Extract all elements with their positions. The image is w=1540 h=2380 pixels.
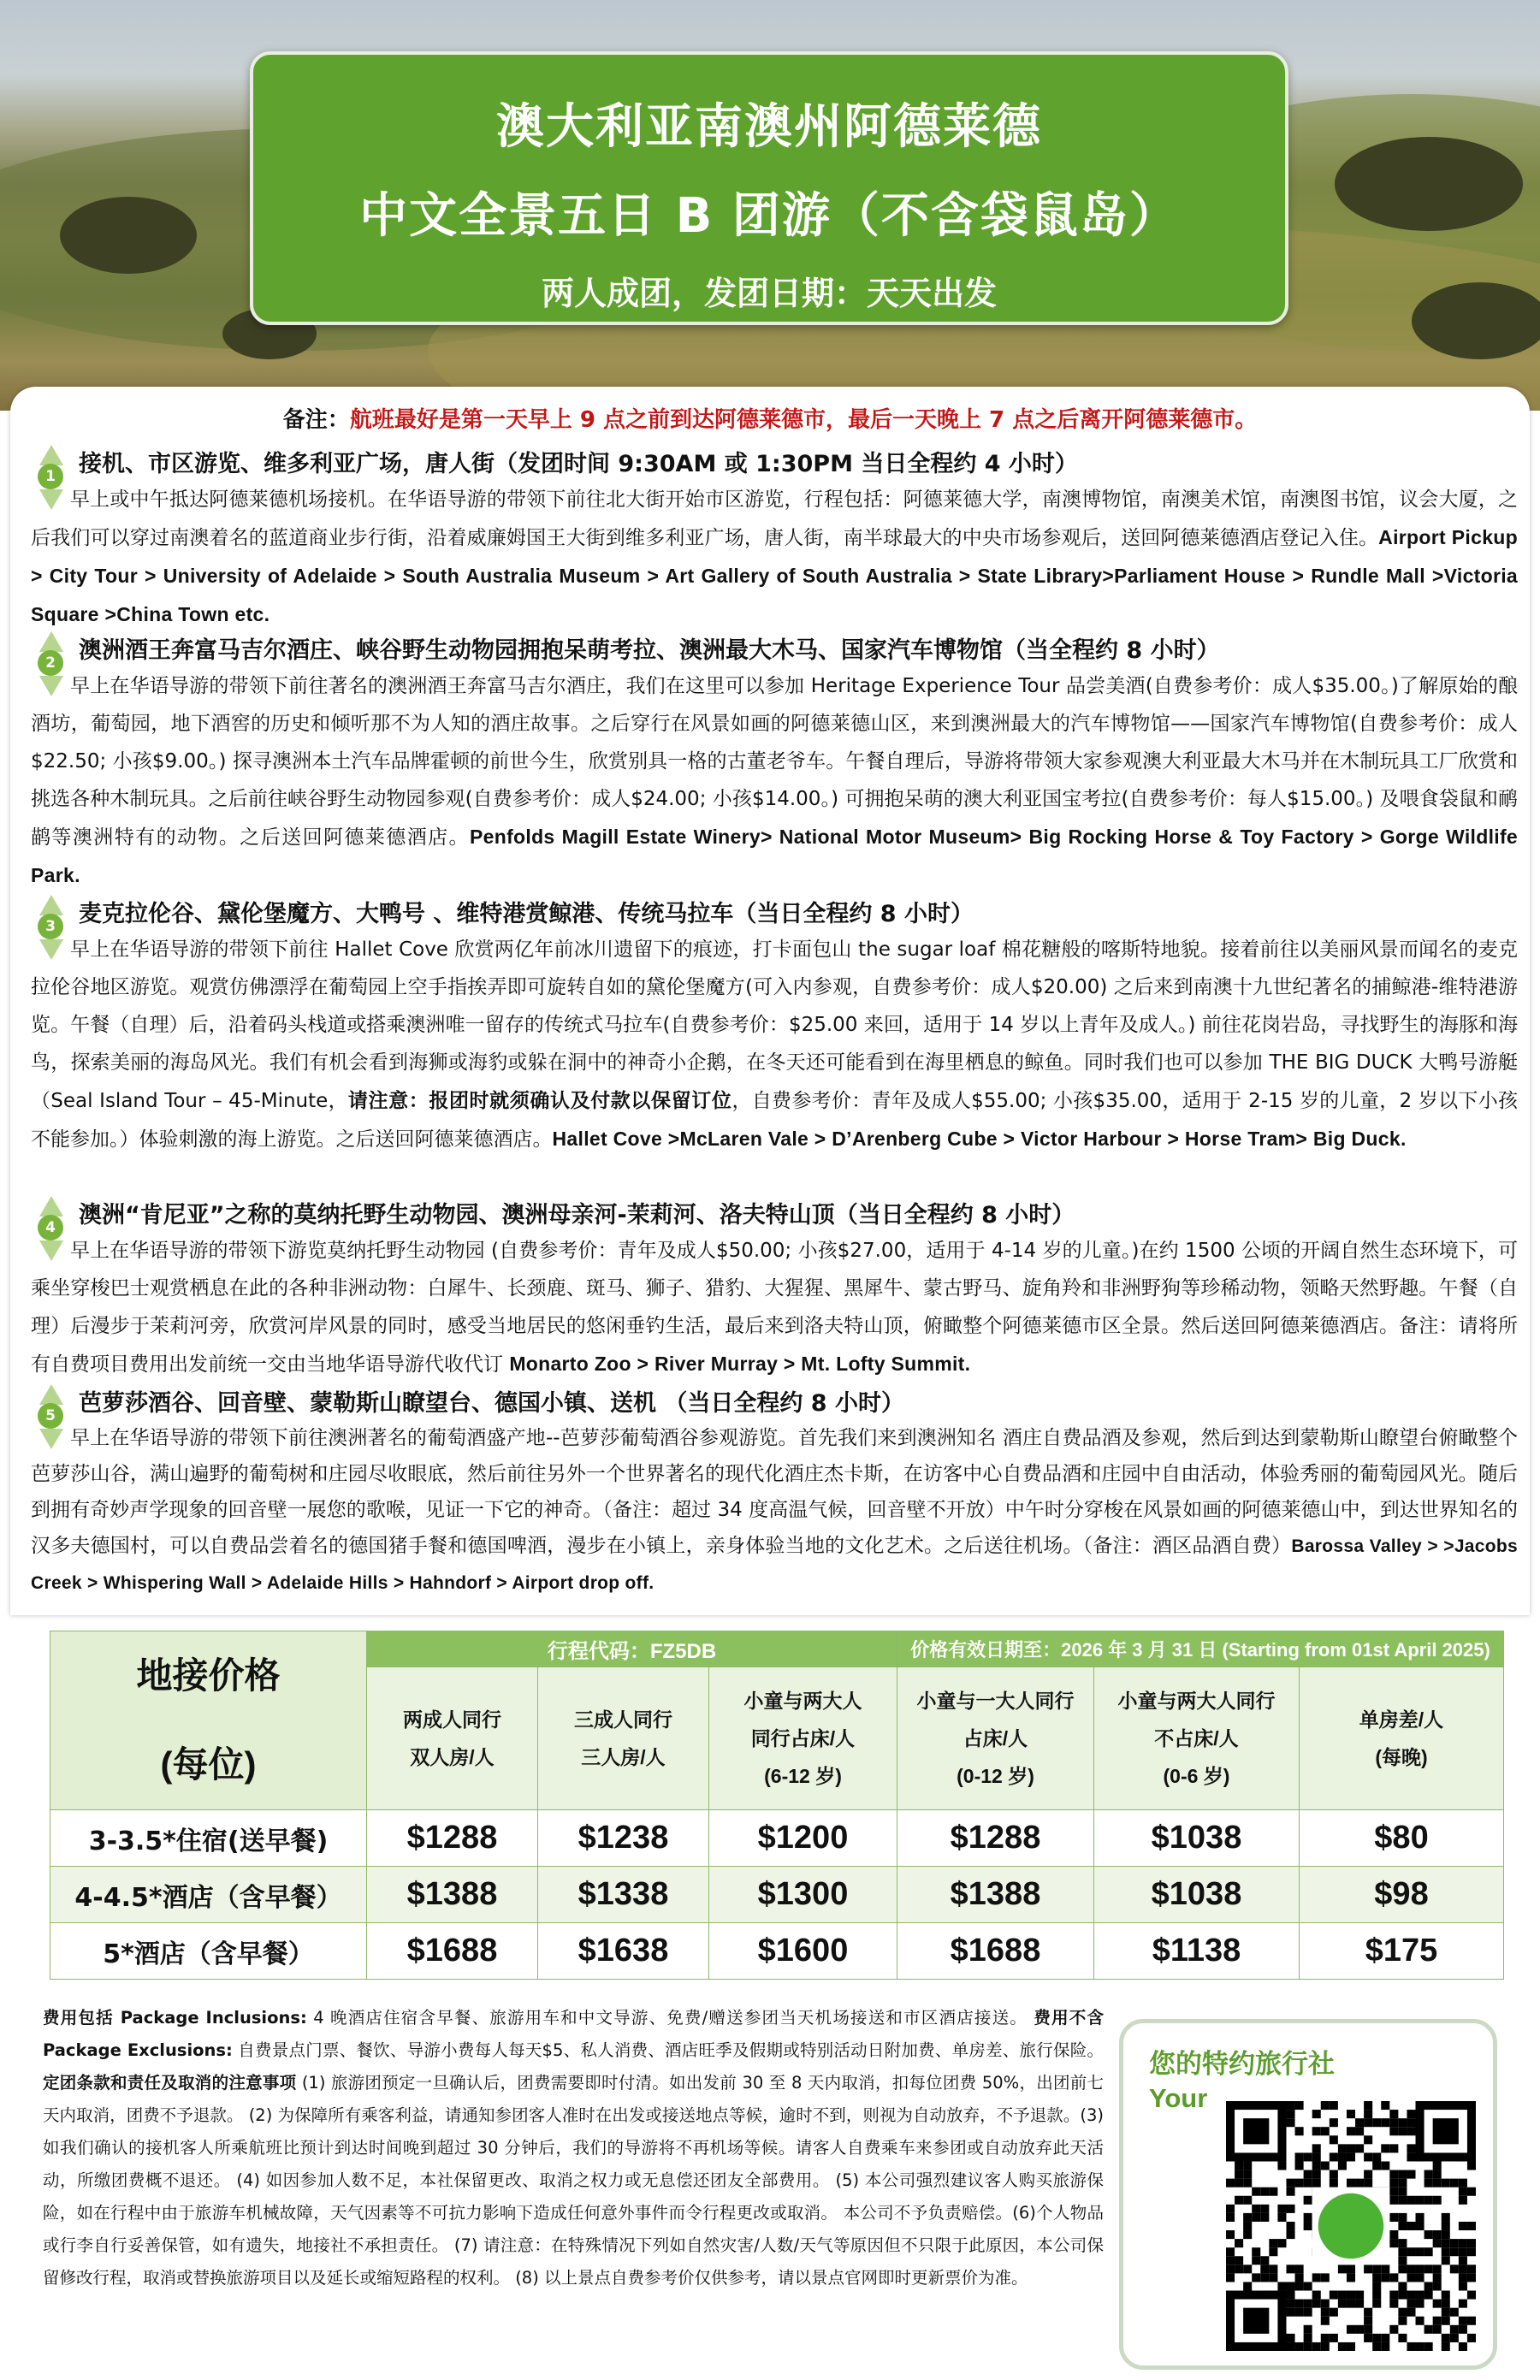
day-route: Monarto Zoo > River Murray > Mt. Lofty Summit. — [509, 1353, 971, 1375]
title-line-1: 澳大利亚南澳州阿德莱德 — [496, 99, 1042, 155]
note-text: 航班最好是第一天早上 9 点之前到达阿德莱德市，最后一天晚上 7 点之后离开阿德莱德市。 — [349, 407, 1258, 433]
day-route: Barossa Valley > >Jacobs Creek > Whispering Wall > Adelaide Hills > Hahndorf > Airport drop off. — [31, 1536, 1519, 1593]
title-line-2: 中文全景五日 B 团游（不含袋鼠岛） — [359, 188, 1179, 244]
day-marker-icon: 2 — [31, 631, 72, 698]
agency-box — [1119, 2019, 1497, 2370]
day-title: 麦克拉伦谷、黛伦堡魔方、大鸭号 、维特港赏鲸港、传统马拉车（当日全程约 8 小时） — [79, 901, 974, 927]
day-4 — [31, 1196, 1519, 1374]
col-header: 单房差/人 (每晚) — [1300, 1667, 1504, 1809]
day-body: 早上在华语导游的带领下前往 Hallet Cove 欣赏两亿年前冰川遗留下的痕迹，打卡面包山 the sugar loaf 棉花糖般的喀斯特地貌。接着前往以美丽风景而闻名的麦克拉伦谷地区游览。观赏仿佛漂浮在葡萄园上空手指挨弄即可旋转自如的黛伦堡魔方(可入内参观，自费参考价：成人$20.00) 之后来到南澳十九世纪著名的捕鲸港-维特港游览。午餐（自理）后，沿着码头栈道或搭乘澳洲唯一留存的传统式马拉车(自费参考价：$25.00 来回，适用于 14 岁以上青年及成人。) 前往花岗岩岛，寻找野生的海豚和海鸟，探索美丽的海岛风光。我们有机会看到海狮或海豹或躲在洞中的神奇小企鹅，在冬天还可能看到在海里栖息的鲸鱼。同时我们也可以参加 THE BIG DUCK 大鸭号游艇（Seal Island Tour – 45-Minute，请注意：报团时就须确认及付款以保留订位，自费参考价：青年及成人$55.00; 小孩$35.00，适用于 2-15 岁的儿童，2 岁以下小孩不能参加。）体验刺激的海上游览。之后送回阿德莱德酒店。Hallet Cove >McLaren Vale > D’Arenberg Cube > Victor Harbour > Horse Tram> Big Duck. — [31, 938, 1519, 1151]
col-header: 小童与两大人 同行占床/人 (6-12 岁) — [709, 1667, 897, 1809]
day-marker-icon: 5 — [31, 1384, 72, 1451]
price-table — [50, 1631, 1504, 1980]
price-label: 地接价格 (每位) — [50, 1631, 367, 1810]
day-body: 早上在华语导游的带领下前往澳洲著名的葡萄酒盛产地--芭萝莎葡萄酒谷参观游览。首先我们来到澳洲知名 酒庄自费品酒及参观，然后到达到蒙勒斯山瞭望台俯瞰整个芭萝莎山谷，满山遍野的葡萄树和庄园尽收眼底，然后前往另外一个世界著名的现代化酒庄杰卡斯，在访客中心自费品酒和庄园中自由活动，体验秀丽的葡萄园风光。随后到拥有奇妙声学现象的回音壁一展您的歌喉，见证一下它的神奇。（备注：超过 34 度高温气候，回音壁不开放）中午时分穿梭在风景如画的阿德莱德山中，到达世界知名的汉多夫德国村，可以自费品尝着名的德国猪手餐和德国啤酒，漫步在小镇上，亲身体验当地的文化艺术。之后送往机场。（备注：酒区品酒自费）Barossa Valley > >Jacobs Creek > Whispering Wall > Adelaide Hills > Hahndorf > Airport drop off. — [31, 1427, 1519, 1593]
day-title: 接机、市区游览、维多利亚广场，唐人街（发团时间 9:30AM 或 1:30PM 当日全程约 4 小时） — [79, 451, 1078, 477]
day-route: Hallet Cove >McLaren Vale > D’Arenberg Cube > Victor Harbour > Horse Tram> Big Duck. — [552, 1128, 1407, 1150]
terms-and-conditions: 费用包括 Package Inclusions: 4 晚酒店住宿含早餐、旅游用车和中文导游、免费/赠送参团当天机场接送和市区酒店接送。 费用不含 Package Exclusions: 自费景点门票、餐饮、导游小费每人每天$5、私人消费、酒店旺季及假期或特别活动日附加费、单房差、旅行保险。 定团条款和责任及取消的注意事项 (1) 旅游团预定一旦确认后，团费需要即时付清。如出发前 30 至 8 天内取消，扣每位团费 50%，出团前七天内取消，团费不予退款。 (2) 为保障所有乘客利益，请通知参团客人准时在出发或接送地点等候，逾时不到，则视为自动放弃，不予退款。(3) 如我们确认的接机客人所乘航班比预计到达时间晚到超过 30 分钟后，我们的导游将不再机场等候。请客人自费乘车来参团或自动放弃此天活动，所缴团费概不退还。 (4) 如因参加人数不足，本社保留更改、取消之权力或无息偿还团友全部费用。 (5) 本公司强烈建议客人购买旅游保险，如在行程中由于旅游车机械故障，天气因素等不可抗力影响下造成任何意外事件而令行程更改或取消。 本公司不予负责赔偿。(6)个人物品或行李自行妥善保管，如有遗失，地接社不承担责任。 (7) 请注意：在特殊情况下列如自然灾害/人数/天气等原因但不只限于此原因，本公司保留修改行程，取消或替换旅游项目以及延长或缩短路程的权利。 (8) 以上景点自费参考价仅供参考，请以景点官网即时更新票价为准。 — [43, 2008, 1104, 2288]
day-body: 早上或中午抵达阿德莱德机场接机。在华语导游的带领下前往北大街开始市区游览，行程包括：阿德莱德大学，南澳博物馆，南澳美术馆，南澳图书馆，议会大厦，之后我们可以穿过南澳着名的蓝道商业步行街，沿着威廉姆国王大街到维多利亚广场，唐人街，南半球最大的中央市场参观后，送回阿德莱德酒店登记入住。Airport Pickup > City Tour > University of Adelaide > South Australia Museum > Art Gallery of South Australia > State Library>Parliament House > Rundle Mall >Victoria Square >China Town etc. — [31, 488, 1518, 625]
title-banner — [250, 51, 1288, 325]
table-row: 5*酒店（含早餐） $1688 $1638 $1600 $1688 $1138 $175 — [50, 1923, 1504, 1980]
day-marker-icon: 3 — [31, 895, 72, 962]
day-5 — [31, 1384, 1519, 1612]
agency-title-en: Your — [1149, 2083, 1208, 2113]
table-row: 4-4.5*酒店（含早餐） $1388 $1338 $1300 $1388 $1038 $98 — [50, 1867, 1504, 1923]
wechat-qr-code-icon[interactable] — [1226, 2090, 1476, 2362]
subtitle: 两人成团，发团日期：天天出发 — [541, 275, 997, 312]
day-route: Penfolds Magill Estate Winery> National Motor Museum> Big Rocking Horse & Toy Factory > Gorge Wildlife Park. — [31, 826, 1519, 886]
day-body: 早上在华语导游的带领下游览莫纳托野生动物园 (自费参考价：青年及成人$50.00; 小孩$27.00，适用于 4-14 岁的儿童。)在约 1500 公顷的开阔自然生态环境下，可乘坐穿梭巴士观赏栖息在此的各种非洲动物：白犀牛、长颈鹿、斑马、狮子、猎豹、大猩猩、黑犀牛、蒙古野马、旋角羚和非洲野狗等珍稀动物，领略天然野趣。午餐（自理）后漫步于茉莉河旁，欣赏河岸风景的同时，感受当地居民的悠闲垂钓生活，最后来到洛夫特山顶，俯瞰整个阿德莱德市区全景。然后送回阿德莱德酒店。备注：请将所有自费项目费用出发前统一交由当地华语导游代收代订 Monarto Zoo > River Murray > Mt. Lofty Summit. — [31, 1240, 1518, 1376]
day-title: 芭萝莎酒谷、回音壁、蒙勒斯山瞭望台、德国小镇、送机 （当日全程约 8 小时） — [79, 1390, 904, 1417]
col-header: 三成人同行 三人房/人 — [538, 1667, 709, 1809]
table-row: 3-3.5*住宿(送早餐) $1288 $1238 $1200 $1288 $1038 $80 — [50, 1810, 1504, 1867]
day-3 — [31, 895, 1519, 1186]
day-body: 早上在华语导游的带领下前往著名的澳洲酒王奔富马吉尔酒庄，我们在这里可以参加 Heritage Experience Tour 品尝美酒(自费参考价：成人$35.00。)了解原始的酿酒坊，葡萄园，地下酒窖的历史和倾听那不为人知的酒庄故事。之后穿行在风景如画的阿德莱德山区，来到澳洲最大的汽车博物馆——国家汽车博物馆(自费参考价：成人$22.50; 小孩$9.00。) 探寻澳洲本土汽车品牌霍顿的前世今生，欣赏别具一格的古董老爷车。午餐自理后，导游将带领大家参观澳大利亚最大木马并在木制玩具工厂欣赏和挑选各种木制玩具。之后前往峡谷野生动物园参观(自费参考价：成人$24.00; 小孩$14.00。) 可拥抱呆萌的澳大利亚国宝考拉(自费参考价：每人$15.00。) 及喂食袋鼠和鸸鹋等澳洲特有的动物。之后送回阿德莱德酒店。Penfolds Magill Estate Winery> National Motor Museum> Big Rocking Horse & Toy Factory > Gorge Wildlife Park. — [31, 675, 1519, 886]
day-2 — [31, 631, 1519, 885]
flight-note — [0, 402, 1540, 434]
col-header: 两成人同行 双人房/人 — [367, 1667, 538, 1809]
price-validity: 价格有效日期至：2026 年 3 月 31 日 (Starting from 01st April 2025) — [897, 1631, 1504, 1667]
day-1 — [31, 445, 1519, 625]
day-title: 澳洲酒王奔富马吉尔酒庄、峡谷野生动物园拥抱呆萌考拉、澳洲最大木马、国家汽车博物馆（当全程约 8 小时） — [79, 637, 1220, 664]
day-route: Airport Pickup > City Tour > University of Adelaide > South Australia Museum > Art Gallery of South Australia > State Library>Parliament House > Rundle Mall >Victoria Square >China Town etc. — [31, 526, 1518, 625]
tour-code: 行程代码：FZ5DB — [367, 1631, 897, 1667]
day-marker-icon: 1 — [31, 445, 72, 512]
note-label: 备注： — [282, 407, 350, 433]
day-marker-icon: 4 — [31, 1196, 72, 1263]
col-header: 小童与一大人同行 占床/人 (0-12 岁) — [897, 1667, 1094, 1809]
agency-title: 您的特约旅行社 — [1149, 2049, 1335, 2080]
day-title: 澳洲“肯尼亚”之称的莫纳托野生动物园、澳洲母亲河-茉莉河、洛夫特山顶（当日全程约 8 小时） — [79, 1202, 1075, 1228]
col-header: 小童与两大人同行 不占床/人 (0-6 岁) — [1094, 1667, 1300, 1809]
